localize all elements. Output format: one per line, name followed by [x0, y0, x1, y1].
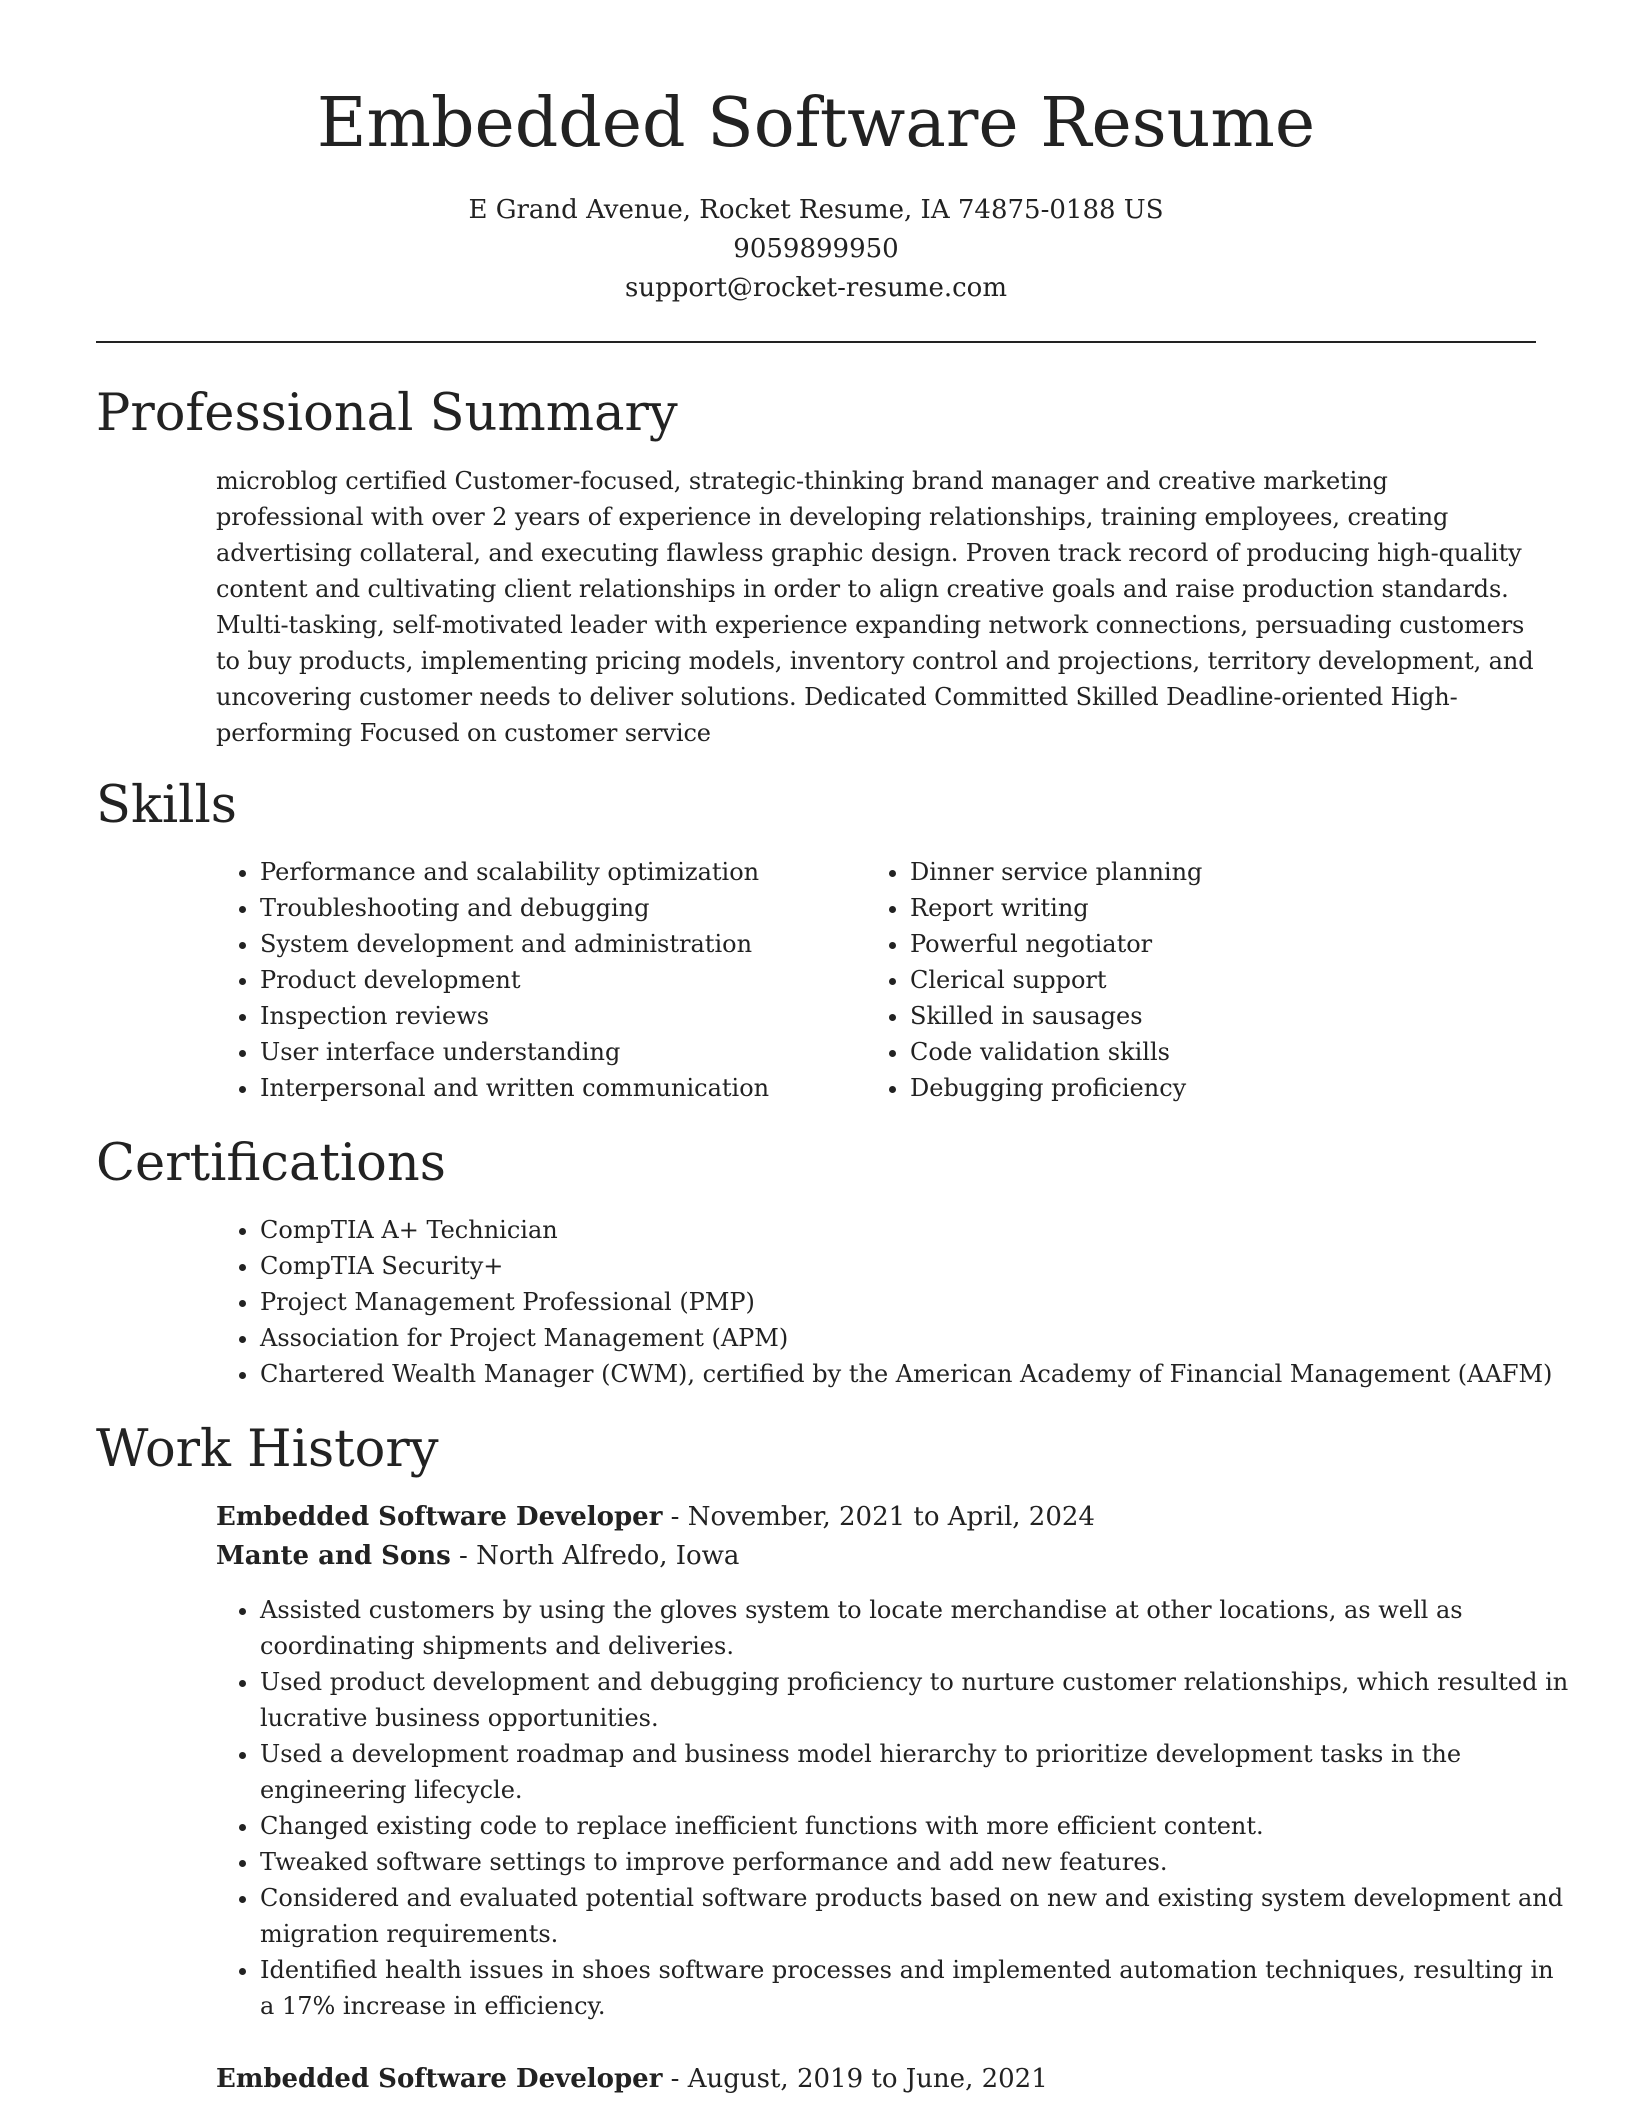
job-bullet: • Tweaked software settings to improve performance and add new features. [260, 1844, 1570, 1880]
skill-item: • Product development [260, 962, 860, 998]
job-bullet: • Used product development and debugging proficiency to nurture customer relationships, which resulted in lucrative business opportunities. [260, 1664, 1570, 1736]
separator: - [662, 1502, 688, 1532]
resume-title: Embedded Software Resume [316, 84, 1316, 163]
skill-item: • User interface understanding [260, 1034, 860, 1070]
certification-item: • Chartered Wealth Manager (CWM), certified by the American Academy of Financial Management (AAFM) [260, 1356, 1590, 1392]
job-bullet: • Identified health issues in shoes software processes and implemented automation techniques, resulting in a 17% increase in efficiency. [260, 1952, 1570, 2024]
phone: 9059899950 [733, 234, 899, 264]
summary-text: microblog certified Customer-focused, strategic-thinking brand manager and creative marketing professional with over 2 years of experience in developing relationships, training employees, creating advertising collateral, and executing flawless graphic design. Proven track record of producing high-quality content and cultivating client relationships in order to align creative goals and raise production standards. Multi-tasking, self-motivated leader with experience expanding network connections, persuading customers to buy products, implementing pricing models, inventory control and projections, territory development, and uncovering customer needs to deliver solutions. Dedicated Committed Skilled Deadline-oriented High-performing Focused on customer service [216, 467, 1534, 747]
job-bullet: • Used a development roadmap and business model hierarchy to prioritize development tasks in the engineering lifecycle. [260, 1736, 1570, 1808]
certification-item: • CompTIA A+ Technician [260, 1212, 1590, 1248]
skill-item: • Performance and scalability optimization [260, 854, 860, 890]
skill-item: • Debugging proficiency [910, 1070, 1510, 1106]
job-role: Embedded Software Developer [216, 1502, 663, 1532]
skill-item: • Powerful negotiator [910, 926, 1510, 962]
work-history-heading: Work History [96, 1420, 439, 1479]
job-company-line [216, 1537, 739, 1576]
certification-item: • Project Management Professional (PMP) [260, 1284, 1590, 1320]
certification-item: • CompTIA Security+ [260, 1248, 1590, 1284]
job-title-line [216, 1498, 1095, 1537]
skill-item: • Report writing [910, 890, 1510, 926]
skill-item: • Code validation skills [910, 1034, 1510, 1070]
skills-heading: Skills [96, 776, 237, 835]
job-title-line [216, 2060, 1048, 2099]
job-bullet: • Changed existing code to replace inefficient functions with more efficient content. [260, 1808, 1570, 1844]
skills-list-right [866, 854, 1510, 1106]
skill-item: • Inspection reviews [260, 998, 860, 1034]
job-dates: August, 2019 to June, 2021 [687, 2064, 1048, 2094]
skill-item: • Skilled in sausages [910, 998, 1510, 1034]
skill-item: • Interpersonal and written communication [260, 1070, 860, 1106]
certifications-heading: Certifications [96, 1134, 446, 1193]
job-company: Mante and Sons [216, 1541, 451, 1571]
certifications-list [216, 1212, 1590, 1392]
contact-block [0, 191, 1632, 308]
email: support@rocket-resume.com [624, 273, 1007, 303]
separator: - [450, 1541, 477, 1571]
job-dates: November, 2021 to April, 2024 [687, 1502, 1095, 1532]
separator: - [662, 2064, 688, 2094]
skills-list-left [216, 854, 860, 1106]
header-divider [96, 341, 1536, 343]
job-bullet: • Considered and evaluated potential software products based on new and existing system development and migration requirements. [260, 1880, 1570, 1952]
job-location: North Alfredo, Iowa [476, 1541, 740, 1571]
skill-item: • Clerical support [910, 962, 1510, 998]
job-bullet: • Assisted customers by using the gloves system to locate merchandise at other locations, as well as coordinating shipments and deliveries. [260, 1592, 1570, 1664]
address: E Grand Avenue, Rocket Resume, IA 74875-0188 US [468, 195, 1164, 225]
job-bullets [216, 1592, 1570, 2024]
skill-item: • Dinner service planning [910, 854, 1510, 890]
skill-item: • System development and administration [260, 926, 860, 962]
summary-heading: Professional Summary [96, 384, 678, 443]
job-role: Embedded Software Developer [216, 2064, 663, 2094]
skill-item: • Troubleshooting and debugging [260, 890, 860, 926]
certification-item: • Association for Project Management (APM) [260, 1320, 1590, 1356]
